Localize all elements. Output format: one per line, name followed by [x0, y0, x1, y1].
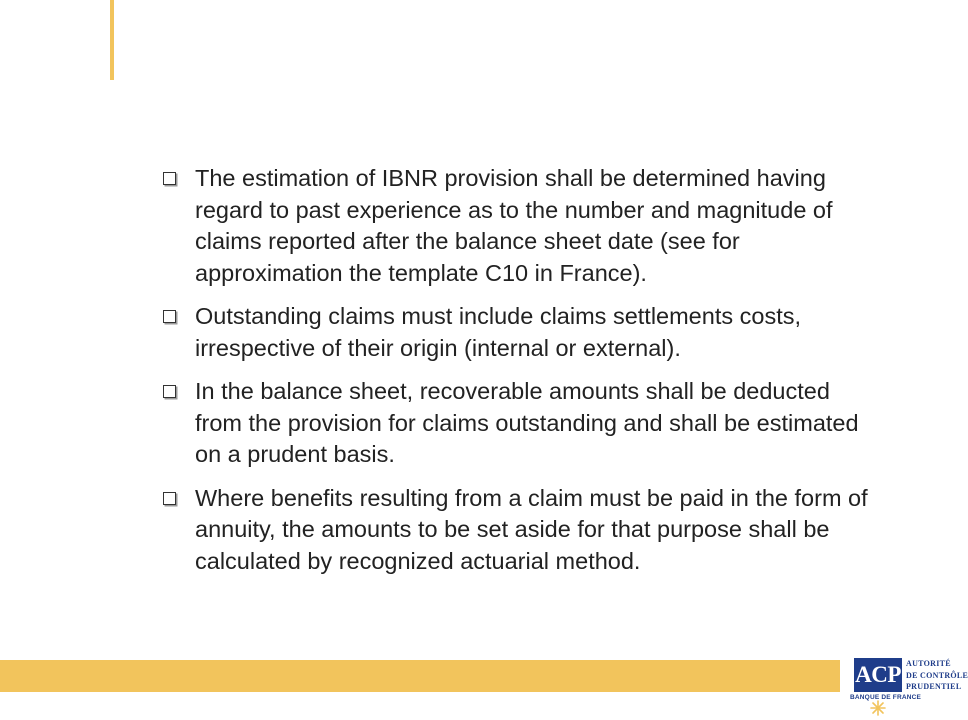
acp-logo — [848, 654, 968, 716]
logo-line: PRUDENTIEL — [906, 682, 962, 691]
logo-text — [906, 658, 968, 693]
bullet-list — [160, 163, 880, 589]
bullet-text: Where benefits resulting from a claim must be paid in the form of annuity, the amounts to be set aside for that purpose shall be calculated by recognized actuarial method. — [195, 484, 868, 574]
bullet-item — [160, 301, 880, 364]
checkbox-bullet-icon — [163, 492, 176, 505]
bullet-item — [160, 376, 880, 471]
checkbox-bullet-icon — [163, 385, 176, 398]
title-accent-bar — [110, 0, 114, 80]
bullet-text: Outstanding claims must include claims settlements costs, irrespective of their origin (internal or external). — [195, 303, 802, 361]
checkbox-bullet-icon — [163, 172, 176, 185]
bullet-item — [160, 483, 880, 578]
star-icon — [870, 700, 886, 716]
logo-line: AUTORITÉ — [906, 659, 951, 668]
checkbox-bullet-icon — [163, 310, 176, 323]
logo-line: DE CONTRÔLE — [906, 670, 968, 680]
logo-abbr: ACP — [854, 658, 902, 692]
bullet-text: In the balance sheet, recoverable amounts shall be deducted from the provision for claims outstanding and shall be estimated on a prudent basis. — [195, 378, 859, 467]
bullet-text: The estimation of IBNR provision shall be determined having regard to past experience as to the number and magnitude of claims reported after the balance sheet date (see for approximation the template C10 in France). — [195, 165, 833, 286]
bullet-item — [160, 163, 880, 289]
logo-bank-name: BANQUE DE FRANCE — [850, 694, 922, 701]
footer-band — [0, 660, 840, 692]
